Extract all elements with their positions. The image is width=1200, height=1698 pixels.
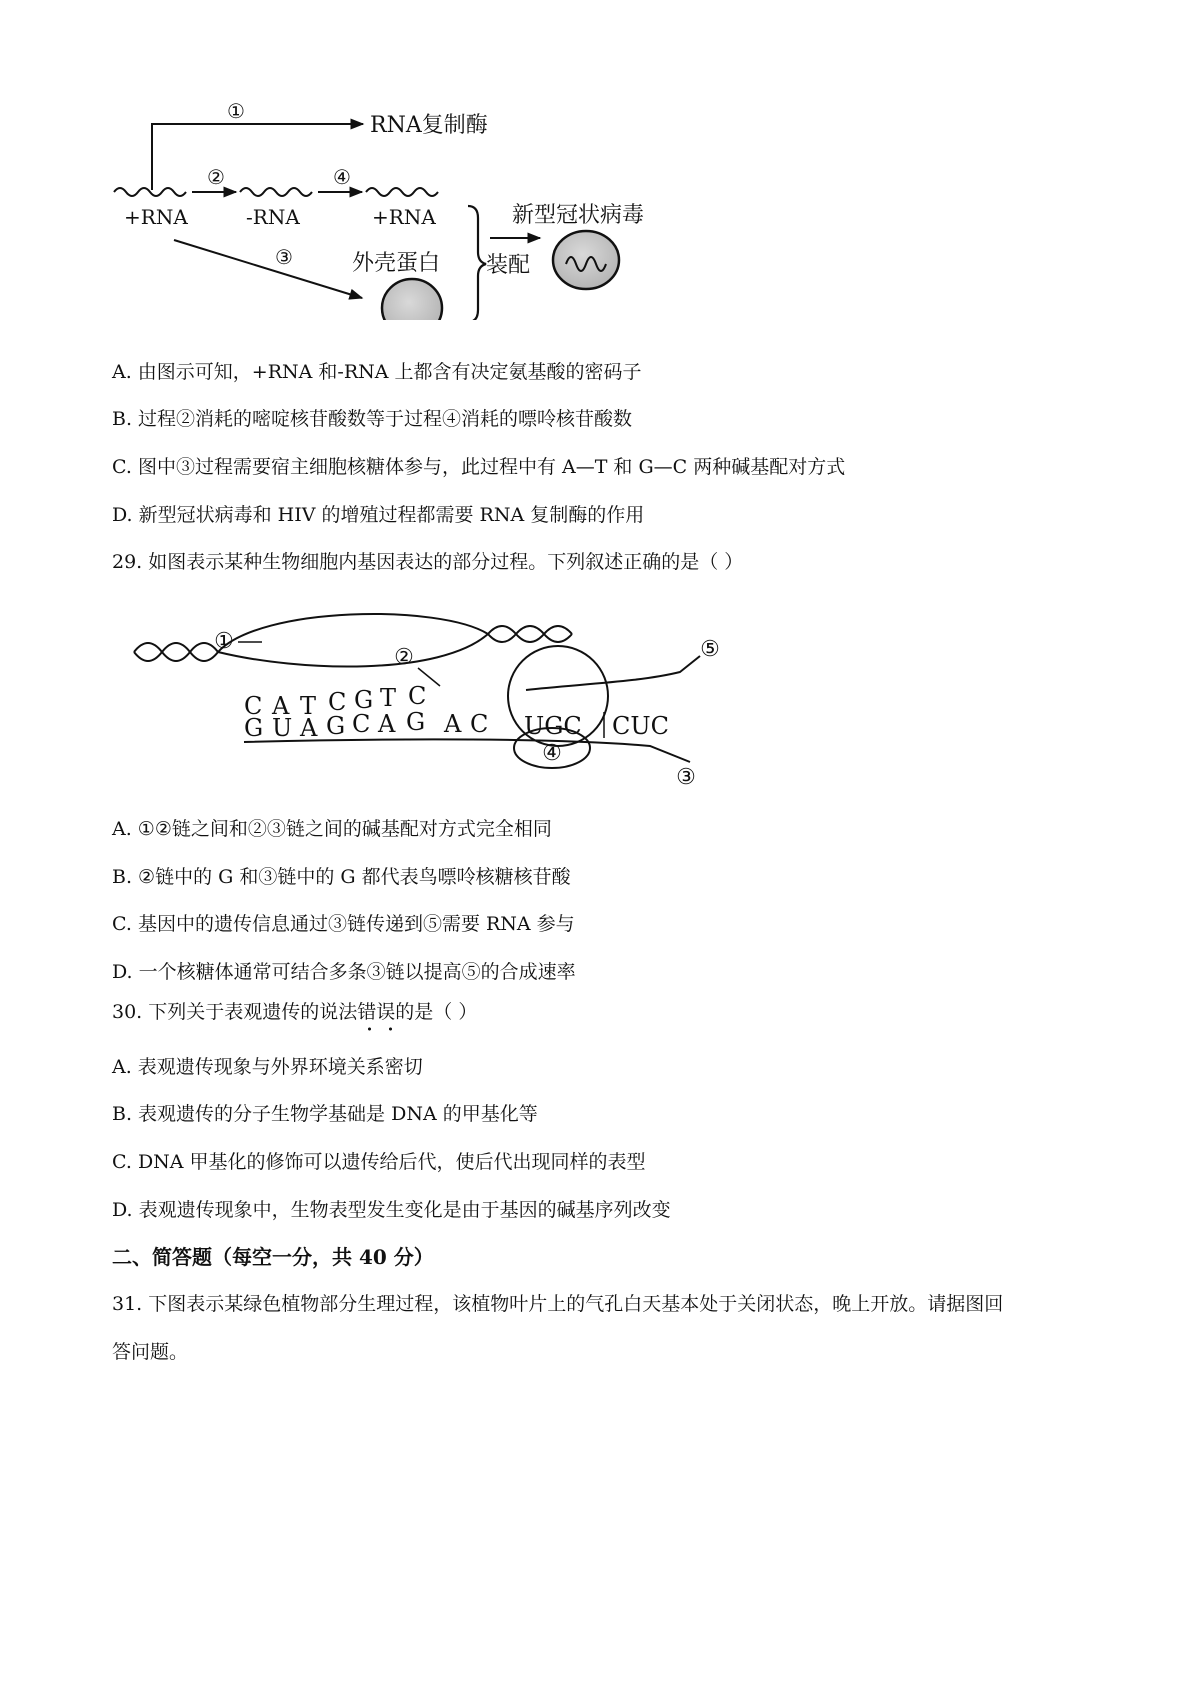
coat-protein-label: 外壳蛋白 (352, 251, 441, 276)
label-2: ② (394, 645, 414, 670)
bottom-base: C (352, 710, 371, 738)
coat-protein-ball (382, 279, 442, 320)
assembly-label: 装配 (486, 253, 531, 278)
step3-label: ③ (275, 245, 293, 269)
codon-in-ribosome: UGC (524, 712, 582, 740)
section-2-heading: 二、简答题（每空一分，共 40 分） (112, 1245, 434, 1269)
plus-rna-right-wave (366, 188, 438, 196)
codon-after: CUC (612, 712, 669, 740)
step1-label: ① (227, 99, 245, 123)
q29-stem: 29. 如图表示某种生物细胞内基因表达的部分过程。下列叙述正确的是（ ） (112, 551, 744, 573)
q28-option-b: B. 过程②消耗的嘧啶核苷酸数等于过程④消耗的嘌呤核苷酸数 (112, 408, 633, 430)
step2-label: ② (207, 165, 225, 189)
bottom-base: A (300, 714, 318, 742)
top-base: C (328, 688, 347, 716)
q30-stem-emphasis: 错误 (357, 1001, 396, 1023)
gene-expression-figure (0, 612, 720, 802)
q29-option-c: C. 基因中的遗传信息通过③链传递到⑤需要 RNA 参与 (112, 913, 575, 935)
bottom-base: U (272, 714, 293, 742)
plus-rna-left-label: +RNA (124, 205, 188, 229)
label-3: ③ (676, 765, 696, 790)
top-base: T (380, 684, 397, 712)
q28-option-a: A. 由图示可知，+RNA 和-RNA 上都含有决定氨基酸的密码子 (112, 361, 642, 383)
q28-option-d: D. 新型冠状病毒和 HIV 的增殖过程都需要 RNA 复制酶的作用 (112, 504, 645, 526)
q29-option-b: B. ②链中的 G 和③链中的 G 都代表鸟嘌呤核糖核苷酸 (112, 866, 571, 888)
bottom-base: G (406, 708, 426, 736)
assembly-brace (468, 206, 486, 320)
bottom-strand-bases (244, 708, 488, 742)
step4-label: ④ (333, 165, 351, 189)
bottom-base: C (470, 710, 489, 738)
top-base: A (272, 692, 290, 720)
top-base: T (300, 692, 317, 720)
q30-option-c: C. DNA 甲基化的修饰可以遗传给后代，使后代出现同样的表型 (112, 1151, 646, 1173)
q29-option-a: A. ①②链之间和②③链之间的碱基配对方式完全相同 (112, 818, 552, 840)
coronavirus-ball (553, 231, 619, 289)
bottom-base: A (378, 710, 396, 738)
strand-3-mrna (244, 739, 690, 762)
label-4: ④ (542, 741, 562, 766)
q29-option-d: D. 一个核糖体通常可结合多条③链以提高⑤的合成速率 (112, 961, 576, 983)
q30-option-d: D. 表观遗传现象中，生物表型发生变化是由于基因的碱基序列改变 (112, 1199, 671, 1221)
q30-option-a: A. 表观遗传现象与外界环境关系密切 (112, 1056, 423, 1078)
q31-line-1: 31. 下图表示某绿色植物部分生理过程，该植物叶片上的气孔白天基本处于关闭状态，晚上开放。请据图回 (112, 1293, 1004, 1315)
bottom-base: A (444, 710, 462, 738)
bottom-base: G (326, 712, 346, 740)
q30-stem (112, 1000, 477, 1024)
strand-2 (218, 634, 488, 667)
label-5: ⑤ (700, 637, 720, 662)
label-1: ① (214, 629, 234, 654)
new-coronavirus-label: 新型冠状病毒 (512, 203, 645, 228)
q30-option-b: B. 表观遗传的分子生物学基础是 DNA 的甲基化等 (112, 1103, 538, 1125)
strand-1 (218, 614, 488, 652)
step1-arrow (152, 124, 363, 190)
plus-rna-left-wave (114, 188, 186, 196)
step3-arrow (174, 240, 362, 298)
q31-line-2: 答问题。 (112, 1341, 189, 1363)
bottom-base: G (244, 714, 264, 742)
q30-stem-before: 30. 下列关于表观遗传的说法 (112, 1001, 358, 1023)
top-base: C (244, 692, 263, 720)
minus-rna-label: -RNA (246, 205, 300, 229)
top-base: C (408, 682, 427, 710)
polypeptide-5 (526, 656, 700, 690)
virus-replication-figure (0, 80, 720, 320)
plus-rna-right-label: +RNA (372, 205, 436, 229)
q28-option-c: C. 图中③过程需要宿主细胞核糖体参与，此过程中有 A—T 和 G—C 两种碱基配对方式 (112, 456, 846, 478)
minus-rna-wave (240, 188, 312, 196)
q30-stem-after: 的是（ ） (395, 1001, 478, 1023)
rna-replicase-label: RNA复制酶 (370, 113, 488, 138)
top-base: G (354, 686, 374, 714)
